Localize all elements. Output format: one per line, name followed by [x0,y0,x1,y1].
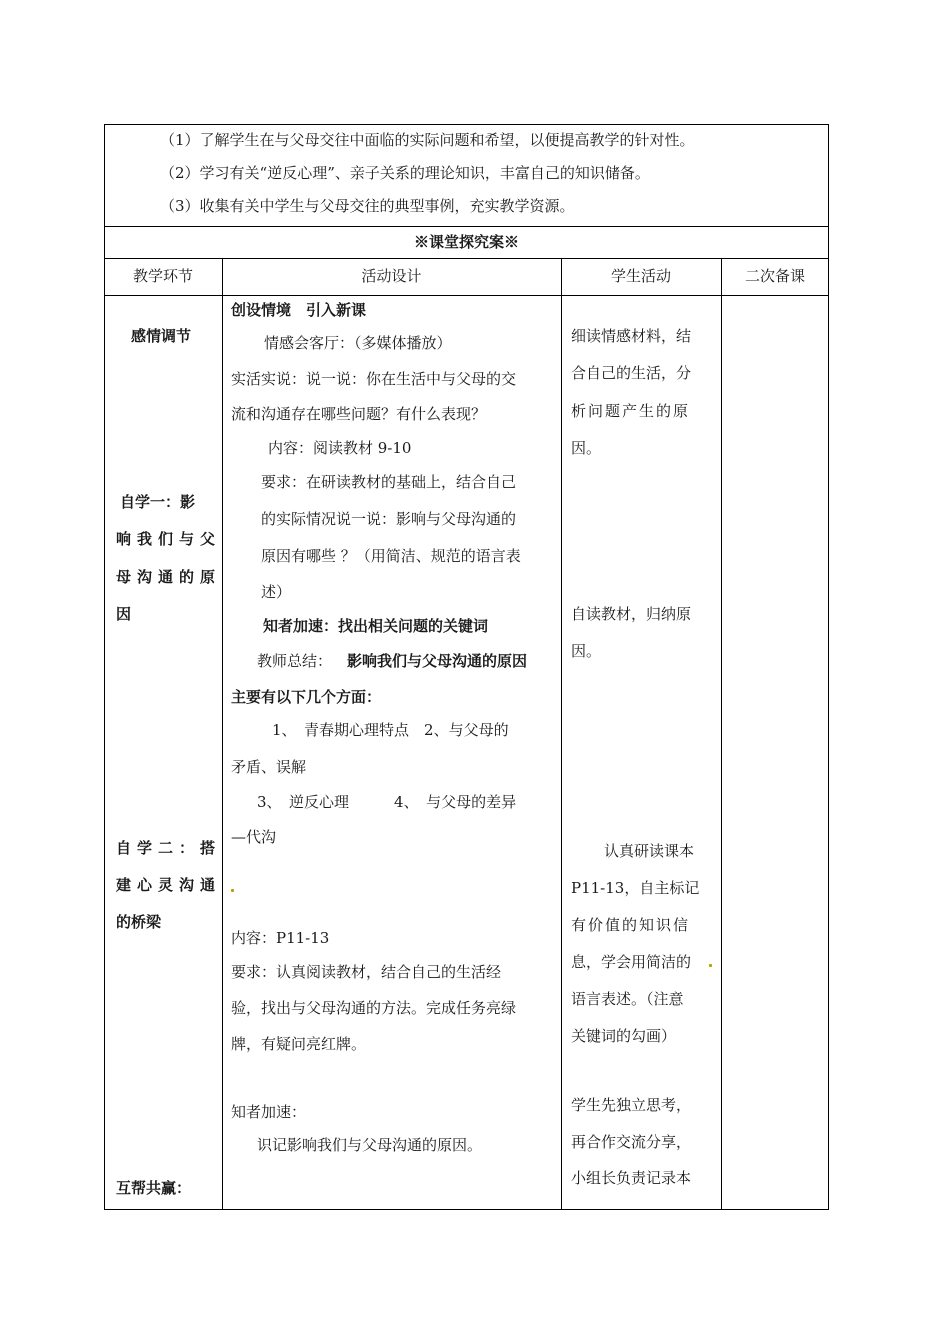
activity-line: 1、 青春期心理特点 2、与父母的 [272,721,509,739]
activity-line: 矛盾、误解 [231,758,307,776]
activity-line: 内容：P11-13 [231,929,330,947]
prep-item: （1）了解学生在与父母交往中面临的实际问题和希望，以便提高教学的针对性。 [160,131,695,149]
stage-label: 响我们与父 [116,530,222,548]
student-line: 析问题产生的原 [571,402,691,420]
activity-line: 教师总结： [257,652,333,670]
activity-line: 主要有以下几个方面： [231,688,382,706]
student-line: 自读教材，归纳原 [571,605,692,623]
activity-line: 识记影响我们与父母沟通的原因。 [257,1136,483,1154]
activity-line: 知者加速：找出相关问题的关键词 [263,617,489,635]
stage-label: 感情调节 [131,327,192,345]
activity-line: 内容：阅读教材 9-10 [268,439,412,457]
activity-line: 要求：认真阅读教材，结合自己的生活经 [231,963,502,981]
activity-line: —代沟 [231,828,277,846]
student-line: 有价值的知识信 [571,916,691,934]
stage-label: 的桥梁 [116,913,162,931]
student-line: P11-13，自主标记 [571,879,700,897]
student-line: 息，学会用简洁的 [571,953,692,971]
mark-dot [709,964,712,967]
prep-item: （3）收集有关中学生与父母交往的典型事例，充实教学资源。 [160,197,575,215]
activity-line: 创设情境 引入新课 [231,301,367,319]
stage-label: 母沟通的原 [116,568,222,586]
activity-line: 实活实说：说一说：你在生活中与父母的交 [231,370,517,388]
mark-dot [231,889,234,892]
stage-label: 互帮共赢： [116,1179,192,1197]
student-line: 学生先独立思考， [571,1096,692,1114]
student-line: 因。 [571,439,602,457]
activity-line: 情感会客厅：（多媒体播放） [264,334,452,352]
activity-line: 的实际情况说一说：影响与父母沟通的 [261,510,517,528]
student-line: 再合作交流分享， [571,1133,692,1151]
header-stage: 教学环节 [132,267,193,285]
activity-line: 述） [261,583,292,601]
stage-label: 自学一：影 [120,493,196,511]
activity-line: 验，找出与父母沟通的方法。完成任务亮绿 [231,999,517,1017]
stage-label: 自学二：搭 [116,839,222,857]
stage-label: 因 [116,605,132,623]
activity-line: 流和沟通存在哪些问题？有什么表现？ [231,405,487,423]
student-line: 因。 [571,642,602,660]
activity-line: 影响我们与父母沟通的原因 [347,652,528,670]
student-line: 小组长负责记录本 [571,1169,692,1187]
table-rule [104,226,829,227]
header-activity: 活动设计 [361,267,422,285]
student-line: 语言表述。（注意 [571,990,684,1008]
student-line: 合自己的生活，分 [571,364,692,382]
activity-line: 要求：在研读教材的基础上，结合自己 [261,473,517,491]
activity-line: 知者加速： [231,1103,307,1121]
activity-line: 原因有哪些 ？（用简洁、规范的语言表 [261,547,521,565]
header-student: 学生活动 [610,267,671,285]
student-line: 认真研读课本 [604,842,695,860]
prep-item: （2）学习有关“逆反心理”、亲子关系的理论知识，丰富自己的知识储备。 [160,164,650,182]
stage-label: 建心灵沟通 [116,876,222,894]
table-rule [721,258,722,1210]
table-rule [561,258,562,1210]
student-line: 关键词的勾画） [571,1027,677,1045]
activity-line: 3、 逆反心理 4、 与父母的差异 [257,793,517,811]
section-title: ※课堂探究案※ [413,233,519,251]
student-line: 细读情感材料，结 [571,327,692,345]
table-rule [222,258,223,1210]
header-revision: 二次备课 [744,267,805,285]
activity-line: 牌，有疑问亮红牌。 [231,1035,367,1053]
